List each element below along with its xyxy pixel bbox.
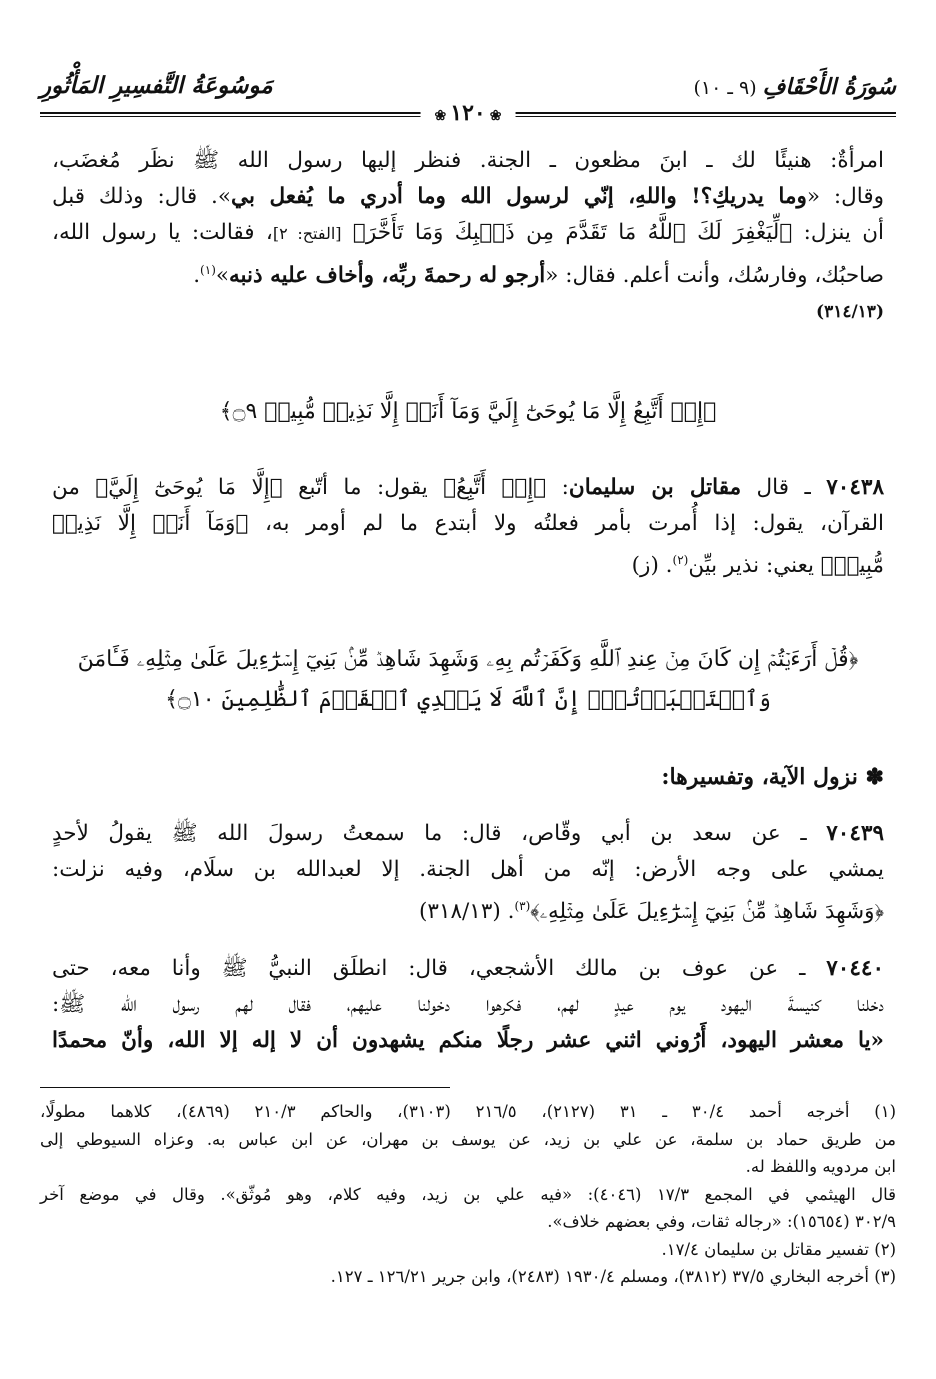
text-line: القرآن، يقول: إذا أُمرت بأمر فعلتُه ولا أبتدع ما لم أومر به، ﴿وَمَآ أَنَا۠ إِلَّا نَذِيرٞ [52, 511, 884, 536]
verse-line: وَٱسۡتَكۡبَرۡتُمۡۚ إِنَّ ٱللَّهَ لَا يَهۡدِي ٱلۡقَوۡمَ ٱلظَّٰلِمِينَ ۝١٠﴾ [165, 687, 771, 712]
footnote-marker: (٣) [514, 899, 531, 913]
footnotes [40, 1098, 896, 1291]
text-line [52, 470, 884, 506]
footnote-line: (٢) تفسير مقاتل بن سليمان ١٧/٤. [661, 1239, 896, 1259]
hadith-quote: أرجو له رحمةَ ربِّه، وأخاف عليه ذنبه [229, 263, 546, 289]
text-line [52, 542, 884, 584]
footnote-line: (٣) أخرجه البخاري ٣٧/٥ (٣٨١٢)، ومسلم ١٩٣٠/٤ (٢٤٨٣)، وابن جرير ١٢٦/٢١ ـ ١٢٧. [330, 1267, 896, 1286]
section-heading: ✽ نزول الآية، وتفسيرها: [661, 764, 884, 790]
quran-quote: أن ينزل: ﴿لِّيَغْفِرَ لَكَ ٱللَّهُ مَا تَقَدَّمَ مِن ذَنۢبِكَ وَمَا تَأَخَّرَ﴾ [341, 220, 884, 245]
page-number: ١٢٠ [450, 100, 486, 126]
text-run: : ﴿إِنۡ أَتَّبِعُ﴾ يقول: ما أتّبع ﴿إِلَّا مَا يُوحَىٰٓ إِلَيَّ﴾ من [52, 475, 569, 500]
hadith-quote: وما يدريكِ؟! واللهِ، إنّي لرسول الله وما أدري ما يُفعل بي [231, 184, 807, 209]
volume-reference: (٣١٤/١٣) [816, 302, 884, 323]
page-header [40, 68, 896, 126]
narrator-name: مقاتل بن سليمان [568, 475, 742, 500]
text-run: ـ عن سعد بن أبي وقّاص، قال: ما سمعتُ رسولَ الله ﷺ يقولُ لأحدٍ [52, 821, 827, 846]
tafsir-entry-70438 [52, 470, 884, 584]
text-run: ». قال: وذلك قبل [52, 184, 232, 209]
text-run: ، فقالت: يا رسول الله، [52, 220, 273, 245]
footnote-marker: (١) [200, 263, 216, 277]
footnote-marker: (٢) [672, 553, 689, 567]
tafsir-entry-70439 [52, 816, 884, 930]
ornament-icon: ❀ [434, 108, 447, 124]
quran-verse-10 [60, 640, 876, 720]
text-line [52, 888, 884, 930]
text-line: امرأةٌ: هنيئًا لك ـ ابنَ مظعون ـ الجنة. فنظر إليها رسول الله ﷺ نظَر مُغضَب، [52, 148, 884, 173]
text-line [52, 951, 884, 987]
book-title: مَوسُوعَةُ التَّفسِيرِ المَأْثُورِ [40, 72, 273, 99]
page-number-box [421, 100, 516, 126]
text-line [52, 252, 884, 294]
text-run: ـ قال [741, 475, 827, 500]
text-run: وقال: « [806, 184, 884, 209]
verse-range: (٩ ـ ١٠) [693, 77, 757, 99]
verse-line: ﴿قُلۡ أَرَءَيۡتُمۡ إِن كَانَ مِنۡ عِندِ ٱللَّهِ وَكَفَرۡتُم بِهِۦ وَشَهِدَ شَاهِدٞ مِّنۢ بَنِيٓ إِسۡرَٰٓءِيلَ عَلَىٰ مِثۡلِهِۦ فَـَٔامَنَ [77, 647, 859, 672]
text-line [52, 215, 884, 252]
text-run: » [215, 263, 230, 289]
ornament-icon: ❀ [489, 108, 502, 124]
text-run: صاحبُك، وفارسُك، وأنت أعلم. فقال: « [545, 263, 884, 289]
text-run: . [193, 263, 201, 289]
entry-number: ٧٠٤٤٠ [826, 956, 884, 981]
entry-number: ٧٠٤٣٨ [826, 475, 884, 500]
footnote-line: ٣٠٢/٩ (١٥٦٥٤): «رجاله ثقات، وفي بعضهم خلاف». [547, 1212, 896, 1231]
hadith-quote: «يا معشر اليهود، أَرُوني اثني عشر رجلًا منكم يشهدون أن لا إله إلا الله، وأنّ محمدًا [52, 1028, 884, 1053]
text-line [52, 179, 884, 215]
entry-number: ٧٠٤٣٩ [826, 821, 884, 846]
text-run: ـ عن عوف بن مالك الأشجعي، قال: انطلَق النبيُّ ﷺ وأنا معه، حتى [52, 956, 827, 981]
paragraph-continuation [52, 143, 884, 330]
tafsir-entry-70440 [52, 951, 884, 1059]
text-run: . (٣١٨/١٣) [419, 899, 515, 925]
footnote-line: قال الهيثمي في المجمع ١٧/٣ (٤٠٤٦): «فيه علي بن زيد، وفيه كلام، وهو مُوثّق». وقال في موضع آخر [40, 1184, 896, 1204]
surah-name: سُورَةُ الأَحْقَافِ [762, 74, 896, 100]
footnote-line: ابن مردويه واللفظ له. [745, 1157, 896, 1176]
text-run: . (ز) [631, 553, 673, 579]
text-line: يمشي على وجه الأرض: إنّه من أهل الجنة. إلا لعبدالله بن سلَام، وفيه نزلت: [52, 857, 884, 882]
quran-verse-9: ﴿إِنۡ أَتَّبِعُ إِلَّا مَا يُوحَىٰٓ إِلَيَّ وَمَآ أَنَا۠ إِلَّا نَذِيرٞ مُّبِينٞ ۝٩﴾ [219, 399, 717, 424]
surah-title [693, 74, 896, 100]
quran-quote: ﴿وَشَهِدَ شَاهِدٞ مِّنۢ بَنِيٓ إِسۡرَٰٓءِيلَ عَلَىٰ مِثۡلِهِۦ﴾ [530, 899, 884, 925]
text-run: مُّبِينٞ﴾ يعني: نذير بيِّن [688, 553, 884, 579]
footnote-rule [40, 1087, 450, 1088]
footnote-line: من طريق حماد بن سلمة، عن علي بن زيد، عن يوسف بن مهران، عن ابن عباس به. وعزاه السيوطي إلى [40, 1129, 896, 1149]
text-line: دخلنا كنيسةَ اليهود يوم عيدٍ لهم، فكرهوا دخولنا عليهم، فقال لهم رسول الله ﷺ: [52, 992, 884, 1017]
quran-reference: [الفتح: ٢] [272, 224, 342, 243]
footnote-line: (١) أخرجه أحمد ٣٠/٤ ـ ٣١ (٢١٢٧)، ٢١٦/٥ (٣١٠٣)، والحاكم ٢١٠/٣ (٤٨٦٩)، كلاهما مطولًا، [40, 1102, 897, 1121]
text-line [52, 816, 884, 852]
